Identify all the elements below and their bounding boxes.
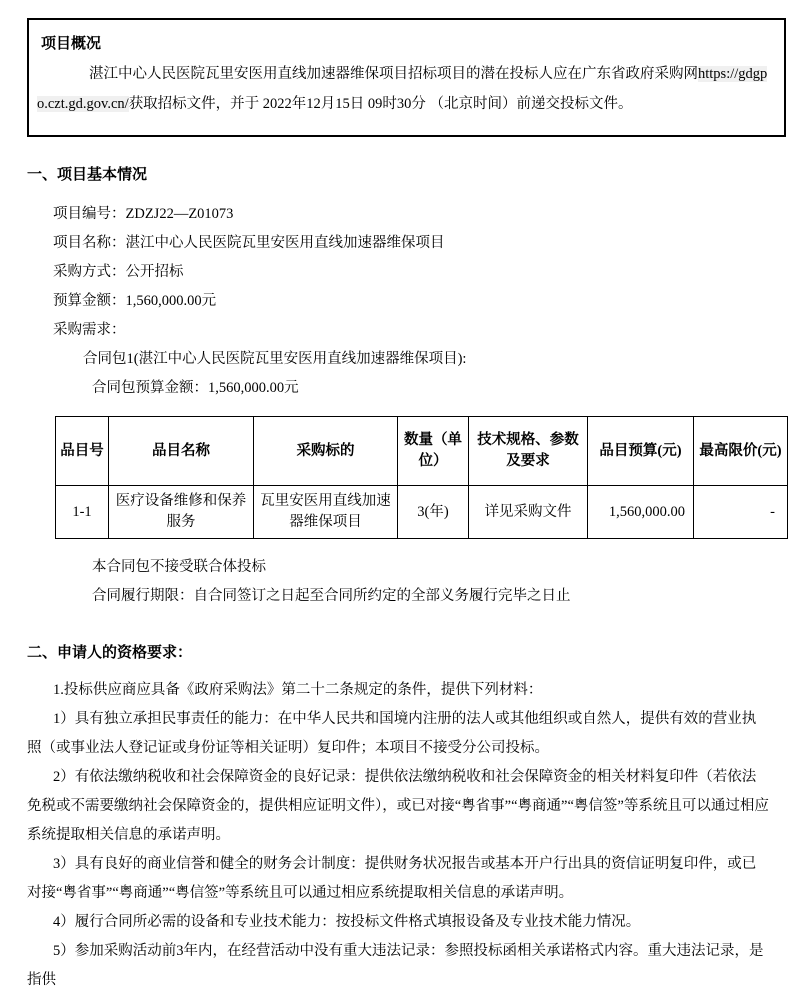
items-table [55, 416, 788, 539]
overview-paragraph [37, 59, 772, 119]
cell-procurement-target: 瓦里安医用直线加速器维保项目 [254, 486, 398, 539]
procurement-url[interactable]: https://gdgpo.czt.gd.gov.cn/ [37, 66, 768, 112]
col-max-price: 最高限价(元) [694, 417, 788, 486]
requirement-item-2: 1）具有独立承担民事责任的能力：在中华人民共和国境内注册的法人或其他组织或自然人，提供有效的营业执照（或事业法人登记证或身份证等相关证明）复印件；本项目不接受分公司投标。 [27, 711, 757, 756]
note-contract-term: 合同履行期限：自合同签订之日起至合同所约定的全部义务履行完毕之日止 [92, 588, 571, 604]
section1-heading: 一、项目基本情况 [27, 167, 148, 183]
field-project-name: 项目名称：湛江中心人民医院瓦里安医用直线加速器维保项目 [53, 235, 445, 251]
cell-item-budget: 1,560,000.00 [588, 486, 694, 539]
cell-tech-specs: 详见采购文件 [469, 486, 588, 539]
overview-text-after-url: 获取招标文件，并于 2022年12月15日 09时30分 （北京时间）前递交投标文件。 [128, 96, 633, 112]
requirement-item-3: 2）有依法缴纳税收和社会保障资金的良好记录：提供依法缴纳税收和社会保障资金的相关材料复印件（若依法免税或不需要缴纳社会保障资金的，提供相应证明文件），或已对接“粤省事”“粤商通”“粤信签”等系统且可以通过相应系统提取相关信息的承诺声明。 [27, 769, 769, 843]
contract-package-budget: 合同包预算金额：1,560,000.00元 [92, 380, 299, 396]
overview-box [27, 18, 786, 137]
cell-quantity-unit: 3(年) [398, 486, 469, 539]
field-project-number: 项目编号：ZDZJ22—Z01073 [53, 206, 234, 222]
col-procurement-target: 采购标的 [254, 417, 398, 486]
contract-package-title: 合同包1(湛江中心人民医院瓦里安医用直线加速器维保项目): [83, 351, 467, 367]
section1-fields [27, 200, 770, 403]
section2-heading: 二、申请人的资格要求： [27, 645, 193, 661]
col-tech-specs: 技术规格、参数及要求 [469, 417, 588, 486]
requirement-item-4: 3）具有良好的商业信誉和健全的财务会计制度：提供财务状况报告或基本开户行出具的资信证明复印件，或已对接“粤省事”“粤商通”“粤信签”等系统且可以通过相应系统提取相关信息的承诺声明。 [27, 856, 757, 901]
requirement-item-5: 4）履行合同所必需的设备和专业技术能力：按投标文件格式填报设备及专业技术能力情况。 [53, 914, 641, 930]
requirement-item-1: 1.投标供应商应具备《政府采购法》第二十二条规定的条件，提供下列材料： [53, 682, 543, 698]
requirement-item-6: 5）参加采购活动前3年内，在经营活动中没有重大违法记录：参照投标函相关承诺格式内容。重大违法记录，是指供 [27, 943, 764, 988]
overview-text-before-url: 湛江中心人民医院瓦里安医用直线加速器维保项目招标项目的潜在投标人应在广东省政府采购网 [89, 66, 698, 82]
col-quantity-unit: 数量（单位） [398, 417, 469, 486]
col-item-name: 品目名称 [109, 417, 254, 486]
qualification-requirements [27, 676, 770, 995]
field-procurement-demand: 采购需求： [53, 322, 126, 338]
field-procurement-method: 采购方式：公开招标 [53, 264, 184, 280]
cell-max-price: - [694, 486, 788, 539]
col-item-budget: 品目预算(元) [588, 417, 694, 486]
note-consortium: 本合同包不接受联合体投标 [92, 559, 266, 575]
cell-item-name: 医疗设备维修和保养服务 [109, 486, 254, 539]
col-item-no: 品目号 [56, 417, 109, 486]
table-row [56, 486, 788, 539]
cell-item-no: 1-1 [56, 486, 109, 539]
contract-notes [27, 553, 770, 611]
field-budget-amount: 预算金额：1,560,000.00元 [53, 293, 217, 309]
table-header-row [56, 417, 788, 486]
overview-title: 项目概况 [41, 36, 102, 52]
